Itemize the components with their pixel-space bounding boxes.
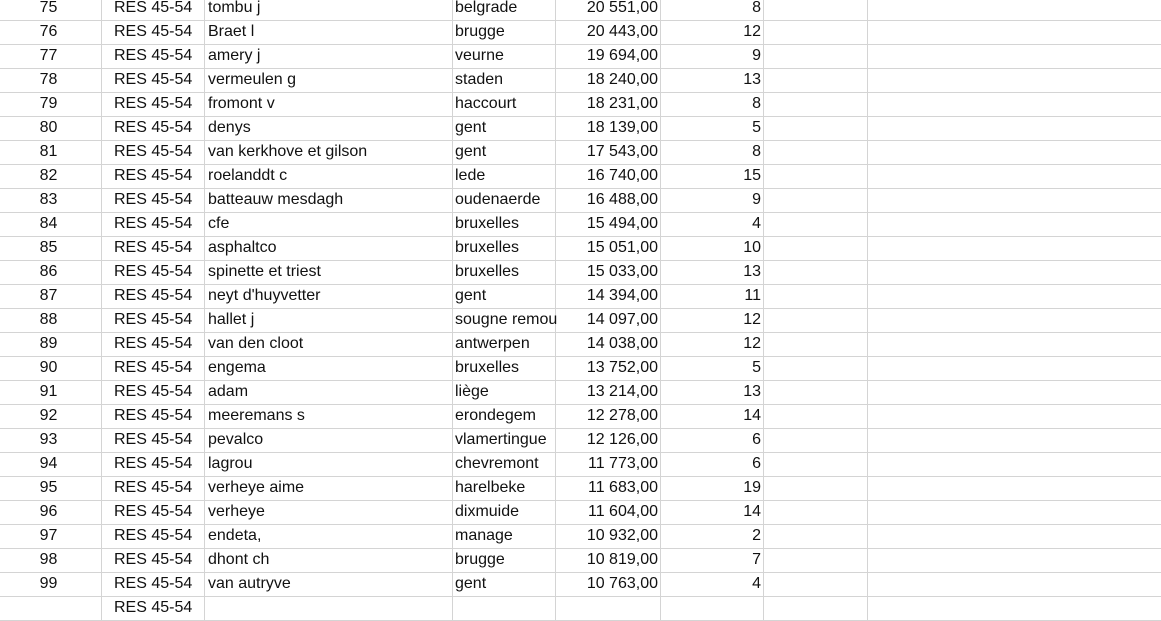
empty-cell[interactable] bbox=[868, 357, 1161, 381]
code-cell[interactable]: RES 45-54 bbox=[102, 405, 205, 429]
code-cell[interactable]: RES 45-54 bbox=[102, 309, 205, 333]
city-cell[interactable]: gent bbox=[453, 285, 556, 309]
row-number-cell[interactable]: 89 bbox=[0, 333, 102, 357]
code-cell[interactable]: RES 45-54 bbox=[102, 453, 205, 477]
table-row bbox=[0, 309, 1161, 333]
name-cell[interactable]: dhont ch bbox=[205, 549, 453, 573]
name-cell[interactable]: van kerkhove et gilson bbox=[205, 141, 453, 165]
table-row bbox=[0, 477, 1161, 501]
city-cell[interactable]: veurne bbox=[453, 45, 556, 69]
table-row bbox=[0, 573, 1161, 597]
city-cell[interactable]: oudenaerde bbox=[453, 189, 556, 213]
table-row bbox=[0, 501, 1161, 525]
empty-cell[interactable] bbox=[764, 405, 868, 429]
empty-cell[interactable] bbox=[764, 525, 868, 549]
count-cell[interactable]: 14 bbox=[661, 501, 764, 525]
city-cell[interactable]: staden bbox=[453, 69, 556, 93]
code-cell[interactable]: RES 45-54 bbox=[102, 93, 205, 117]
empty-cell[interactable] bbox=[868, 21, 1161, 45]
city-cell[interactable]: antwerpen bbox=[453, 333, 556, 357]
empty-cell[interactable] bbox=[868, 333, 1161, 357]
row-number-cell[interactable]: 94 bbox=[0, 453, 102, 477]
name-cell[interactable]: adam bbox=[205, 381, 453, 405]
count-cell[interactable]: 7 bbox=[661, 549, 764, 573]
row-number-cell[interactable]: 87 bbox=[0, 285, 102, 309]
row-number-cell[interactable]: 92 bbox=[0, 405, 102, 429]
table-row bbox=[0, 453, 1161, 477]
count-cell[interactable]: 10 bbox=[661, 237, 764, 261]
city-cell[interactable]: sougne remou bbox=[453, 309, 556, 333]
empty-cell[interactable] bbox=[764, 597, 868, 621]
empty-cell[interactable] bbox=[764, 477, 868, 501]
name-cell[interactable]: asphaltco bbox=[205, 237, 453, 261]
table-row bbox=[0, 0, 1161, 21]
amount-cell[interactable]: 15 051,00 bbox=[556, 237, 661, 261]
empty-cell[interactable] bbox=[868, 165, 1161, 189]
empty-cell[interactable] bbox=[868, 285, 1161, 309]
empty-cell[interactable] bbox=[764, 573, 868, 597]
empty-cell[interactable] bbox=[764, 189, 868, 213]
empty-cell[interactable] bbox=[868, 189, 1161, 213]
empty-cell[interactable] bbox=[764, 21, 868, 45]
code-cell[interactable]: RES 45-54 bbox=[102, 333, 205, 357]
name-cell[interactable]: hallet j bbox=[205, 309, 453, 333]
table-row bbox=[0, 21, 1161, 45]
table-row bbox=[0, 165, 1161, 189]
amount-cell[interactable]: 14 038,00 bbox=[556, 333, 661, 357]
name-cell[interactable]: neyt d'huyvetter bbox=[205, 285, 453, 309]
count-cell[interactable]: 13 bbox=[661, 261, 764, 285]
table-row bbox=[0, 285, 1161, 309]
count-cell[interactable]: 8 bbox=[661, 0, 764, 21]
table-row bbox=[0, 69, 1161, 93]
amount-cell[interactable]: 11 773,00 bbox=[556, 453, 661, 477]
city-cell[interactable]: dixmuide bbox=[453, 501, 556, 525]
table-row bbox=[0, 357, 1161, 381]
empty-cell[interactable] bbox=[764, 237, 868, 261]
empty-cell[interactable] bbox=[764, 285, 868, 309]
city-cell[interactable]: chevremont bbox=[453, 453, 556, 477]
table-row bbox=[0, 45, 1161, 69]
row-number-cell[interactable]: 85 bbox=[0, 237, 102, 261]
city-cell[interactable]: lede bbox=[453, 165, 556, 189]
empty-cell[interactable] bbox=[868, 501, 1161, 525]
row-number-cell[interactable]: 96 bbox=[0, 501, 102, 525]
table-row bbox=[0, 189, 1161, 213]
empty-cell[interactable] bbox=[868, 141, 1161, 165]
amount-cell[interactable]: 13 214,00 bbox=[556, 381, 661, 405]
count-cell[interactable]: 4 bbox=[661, 573, 764, 597]
amount-cell[interactable]: 17 543,00 bbox=[556, 141, 661, 165]
empty-cell[interactable] bbox=[868, 477, 1161, 501]
row-number-cell[interactable]: 93 bbox=[0, 429, 102, 453]
amount-cell[interactable]: 13 752,00 bbox=[556, 357, 661, 381]
amount-cell[interactable]: 10 819,00 bbox=[556, 549, 661, 573]
city-cell[interactable]: belgrade bbox=[453, 0, 556, 21]
code-cell[interactable]: RES 45-54 bbox=[102, 189, 205, 213]
count-cell[interactable]: 14 bbox=[661, 405, 764, 429]
count-cell[interactable]: 9 bbox=[661, 189, 764, 213]
code-cell[interactable]: RES 45-54 bbox=[102, 381, 205, 405]
name-cell[interactable] bbox=[205, 597, 453, 621]
name-cell[interactable]: engema bbox=[205, 357, 453, 381]
empty-cell[interactable] bbox=[764, 453, 868, 477]
count-cell[interactable]: 13 bbox=[661, 69, 764, 93]
table-row bbox=[0, 117, 1161, 141]
code-cell[interactable]: RES 45-54 bbox=[102, 573, 205, 597]
table-row bbox=[0, 261, 1161, 285]
name-cell[interactable]: lagrou bbox=[205, 453, 453, 477]
row-number-cell[interactable]: 76 bbox=[0, 21, 102, 45]
code-cell[interactable]: RES 45-54 bbox=[102, 21, 205, 45]
count-cell[interactable]: 6 bbox=[661, 453, 764, 477]
amount-cell[interactable]: 15 033,00 bbox=[556, 261, 661, 285]
code-cell[interactable]: RES 45-54 bbox=[102, 525, 205, 549]
table-row bbox=[0, 597, 1161, 621]
empty-cell[interactable] bbox=[764, 381, 868, 405]
amount-cell[interactable]: 20 551,00 bbox=[556, 0, 661, 21]
count-cell[interactable] bbox=[661, 597, 764, 621]
city-cell[interactable]: gent bbox=[453, 117, 556, 141]
name-cell[interactable]: endeta, bbox=[205, 525, 453, 549]
row-number-cell[interactable]: 79 bbox=[0, 93, 102, 117]
empty-cell[interactable] bbox=[868, 213, 1161, 237]
amount-cell[interactable]: 10 763,00 bbox=[556, 573, 661, 597]
count-cell[interactable]: 4 bbox=[661, 213, 764, 237]
code-cell[interactable]: RES 45-54 bbox=[102, 213, 205, 237]
empty-cell[interactable] bbox=[764, 501, 868, 525]
empty-cell[interactable] bbox=[764, 45, 868, 69]
amount-cell[interactable]: 11 604,00 bbox=[556, 501, 661, 525]
count-cell[interactable]: 2 bbox=[661, 525, 764, 549]
table-row bbox=[0, 213, 1161, 237]
name-cell[interactable]: amery j bbox=[205, 45, 453, 69]
amount-cell[interactable]: 14 097,00 bbox=[556, 309, 661, 333]
empty-cell[interactable] bbox=[764, 0, 868, 21]
empty-cell[interactable] bbox=[868, 0, 1161, 21]
city-cell[interactable]: liège bbox=[453, 381, 556, 405]
name-cell[interactable]: denys bbox=[205, 117, 453, 141]
table-row bbox=[0, 549, 1161, 573]
city-cell[interactable]: manage bbox=[453, 525, 556, 549]
name-cell[interactable]: roelanddt c bbox=[205, 165, 453, 189]
count-cell[interactable]: 13 bbox=[661, 381, 764, 405]
code-cell[interactable]: RES 45-54 bbox=[102, 117, 205, 141]
city-cell[interactable]: gent bbox=[453, 573, 556, 597]
row-number-cell[interactable]: 83 bbox=[0, 189, 102, 213]
name-cell[interactable]: verheye bbox=[205, 501, 453, 525]
city-cell[interactable]: gent bbox=[453, 141, 556, 165]
name-cell[interactable]: batteauw mesdagh bbox=[205, 189, 453, 213]
amount-cell[interactable]: 10 932,00 bbox=[556, 525, 661, 549]
row-number-cell[interactable]: 91 bbox=[0, 381, 102, 405]
count-cell[interactable]: 15 bbox=[661, 165, 764, 189]
row-number-cell[interactable]: 86 bbox=[0, 261, 102, 285]
empty-cell[interactable] bbox=[764, 69, 868, 93]
empty-cell[interactable] bbox=[764, 165, 868, 189]
code-cell[interactable]: RES 45-54 bbox=[102, 165, 205, 189]
code-cell[interactable]: RES 45-54 bbox=[102, 429, 205, 453]
empty-cell[interactable] bbox=[764, 549, 868, 573]
empty-cell[interactable] bbox=[868, 93, 1161, 117]
code-cell[interactable]: RES 45-54 bbox=[102, 261, 205, 285]
empty-cell[interactable] bbox=[764, 357, 868, 381]
table-row bbox=[0, 237, 1161, 261]
code-cell[interactable]: RES 45-54 bbox=[102, 549, 205, 573]
code-cell[interactable]: RES 45-54 bbox=[102, 501, 205, 525]
code-cell[interactable]: RES 45-54 bbox=[102, 0, 205, 21]
name-cell[interactable]: van den cloot bbox=[205, 333, 453, 357]
name-cell[interactable]: Braet l bbox=[205, 21, 453, 45]
table-row bbox=[0, 381, 1161, 405]
count-cell[interactable]: 11 bbox=[661, 285, 764, 309]
city-cell[interactable]: bruxelles bbox=[453, 357, 556, 381]
name-cell[interactable]: vermeulen g bbox=[205, 69, 453, 93]
empty-cell[interactable] bbox=[868, 381, 1161, 405]
code-cell[interactable]: RES 45-54 bbox=[102, 69, 205, 93]
amount-cell[interactable]: 18 240,00 bbox=[556, 69, 661, 93]
city-cell[interactable]: bruxelles bbox=[453, 213, 556, 237]
empty-cell[interactable] bbox=[868, 69, 1161, 93]
count-cell[interactable]: 12 bbox=[661, 21, 764, 45]
city-cell[interactable]: bruxelles bbox=[453, 237, 556, 261]
code-cell[interactable]: RES 45-54 bbox=[102, 237, 205, 261]
amount-cell[interactable]: 12 126,00 bbox=[556, 429, 661, 453]
amount-cell[interactable]: 14 394,00 bbox=[556, 285, 661, 309]
count-cell[interactable]: 5 bbox=[661, 357, 764, 381]
count-cell[interactable]: 6 bbox=[661, 429, 764, 453]
empty-cell[interactable] bbox=[868, 309, 1161, 333]
row-number-cell[interactable]: 77 bbox=[0, 45, 102, 69]
empty-cell[interactable] bbox=[868, 405, 1161, 429]
table-row bbox=[0, 525, 1161, 549]
empty-cell[interactable] bbox=[764, 213, 868, 237]
row-number-cell[interactable]: 98 bbox=[0, 549, 102, 573]
city-cell[interactable]: erondegem bbox=[453, 405, 556, 429]
city-cell[interactable] bbox=[453, 597, 556, 621]
empty-cell[interactable] bbox=[868, 573, 1161, 597]
table-row bbox=[0, 333, 1161, 357]
city-cell[interactable]: brugge bbox=[453, 549, 556, 573]
empty-cell[interactable] bbox=[764, 117, 868, 141]
amount-cell[interactable]: 18 231,00 bbox=[556, 93, 661, 117]
count-cell[interactable]: 12 bbox=[661, 333, 764, 357]
amount-cell[interactable]: 11 683,00 bbox=[556, 477, 661, 501]
amount-cell[interactable]: 16 488,00 bbox=[556, 189, 661, 213]
amount-cell[interactable] bbox=[556, 597, 661, 621]
row-number-cell[interactable]: 97 bbox=[0, 525, 102, 549]
row-number-cell[interactable]: 78 bbox=[0, 69, 102, 93]
count-cell[interactable]: 8 bbox=[661, 141, 764, 165]
empty-cell[interactable] bbox=[868, 525, 1161, 549]
amount-cell[interactable]: 19 694,00 bbox=[556, 45, 661, 69]
count-cell[interactable]: 5 bbox=[661, 117, 764, 141]
city-cell[interactable]: vlamertingue bbox=[453, 429, 556, 453]
empty-cell[interactable] bbox=[764, 141, 868, 165]
name-cell[interactable]: tombu j bbox=[205, 0, 453, 21]
amount-cell[interactable]: 18 139,00 bbox=[556, 117, 661, 141]
row-number-cell[interactable]: 82 bbox=[0, 165, 102, 189]
row-number-cell[interactable] bbox=[0, 597, 102, 621]
row-number-cell[interactable]: 88 bbox=[0, 309, 102, 333]
row-number-cell[interactable]: 80 bbox=[0, 117, 102, 141]
table-row bbox=[0, 141, 1161, 165]
empty-cell[interactable] bbox=[764, 309, 868, 333]
empty-cell[interactable] bbox=[868, 429, 1161, 453]
city-cell[interactable]: harelbeke bbox=[453, 477, 556, 501]
empty-cell[interactable] bbox=[868, 117, 1161, 141]
name-cell[interactable]: meeremans s bbox=[205, 405, 453, 429]
code-cell[interactable]: RES 45-54 bbox=[102, 597, 205, 621]
empty-cell[interactable] bbox=[868, 261, 1161, 285]
empty-cell[interactable] bbox=[868, 549, 1161, 573]
empty-cell[interactable] bbox=[868, 237, 1161, 261]
count-cell[interactable]: 8 bbox=[661, 93, 764, 117]
code-cell[interactable]: RES 45-54 bbox=[102, 477, 205, 501]
row-number-cell[interactable]: 84 bbox=[0, 213, 102, 237]
row-number-cell[interactable]: 75 bbox=[0, 0, 102, 21]
empty-cell[interactable] bbox=[868, 45, 1161, 69]
city-cell[interactable]: bruxelles bbox=[453, 261, 556, 285]
empty-cell[interactable] bbox=[764, 333, 868, 357]
code-cell[interactable]: RES 45-54 bbox=[102, 45, 205, 69]
count-cell[interactable]: 19 bbox=[661, 477, 764, 501]
city-cell[interactable]: haccourt bbox=[453, 93, 556, 117]
table-row bbox=[0, 405, 1161, 429]
row-number-cell[interactable]: 95 bbox=[0, 477, 102, 501]
name-cell[interactable]: pevalco bbox=[205, 429, 453, 453]
amount-cell[interactable]: 16 740,00 bbox=[556, 165, 661, 189]
city-cell[interactable]: brugge bbox=[453, 21, 556, 45]
row-number-cell[interactable]: 99 bbox=[0, 573, 102, 597]
amount-cell[interactable]: 15 494,00 bbox=[556, 213, 661, 237]
name-cell[interactable]: verheye aime bbox=[205, 477, 453, 501]
count-cell[interactable]: 12 bbox=[661, 309, 764, 333]
code-cell[interactable]: RES 45-54 bbox=[102, 141, 205, 165]
code-cell[interactable]: RES 45-54 bbox=[102, 357, 205, 381]
amount-cell[interactable]: 12 278,00 bbox=[556, 405, 661, 429]
empty-cell[interactable] bbox=[764, 261, 868, 285]
name-cell[interactable]: van autryve bbox=[205, 573, 453, 597]
count-cell[interactable]: 9 bbox=[661, 45, 764, 69]
empty-cell[interactable] bbox=[868, 597, 1161, 621]
row-number-cell[interactable]: 81 bbox=[0, 141, 102, 165]
empty-cell[interactable] bbox=[764, 429, 868, 453]
empty-cell[interactable] bbox=[868, 453, 1161, 477]
empty-cell[interactable] bbox=[764, 93, 868, 117]
code-cell[interactable]: RES 45-54 bbox=[102, 285, 205, 309]
table-row bbox=[0, 429, 1161, 453]
table-row bbox=[0, 93, 1161, 117]
amount-cell[interactable]: 20 443,00 bbox=[556, 21, 661, 45]
row-number-cell[interactable]: 90 bbox=[0, 357, 102, 381]
name-cell[interactable]: cfe bbox=[205, 213, 453, 237]
name-cell[interactable]: spinette et triest bbox=[205, 261, 453, 285]
name-cell[interactable]: fromont v bbox=[205, 93, 453, 117]
